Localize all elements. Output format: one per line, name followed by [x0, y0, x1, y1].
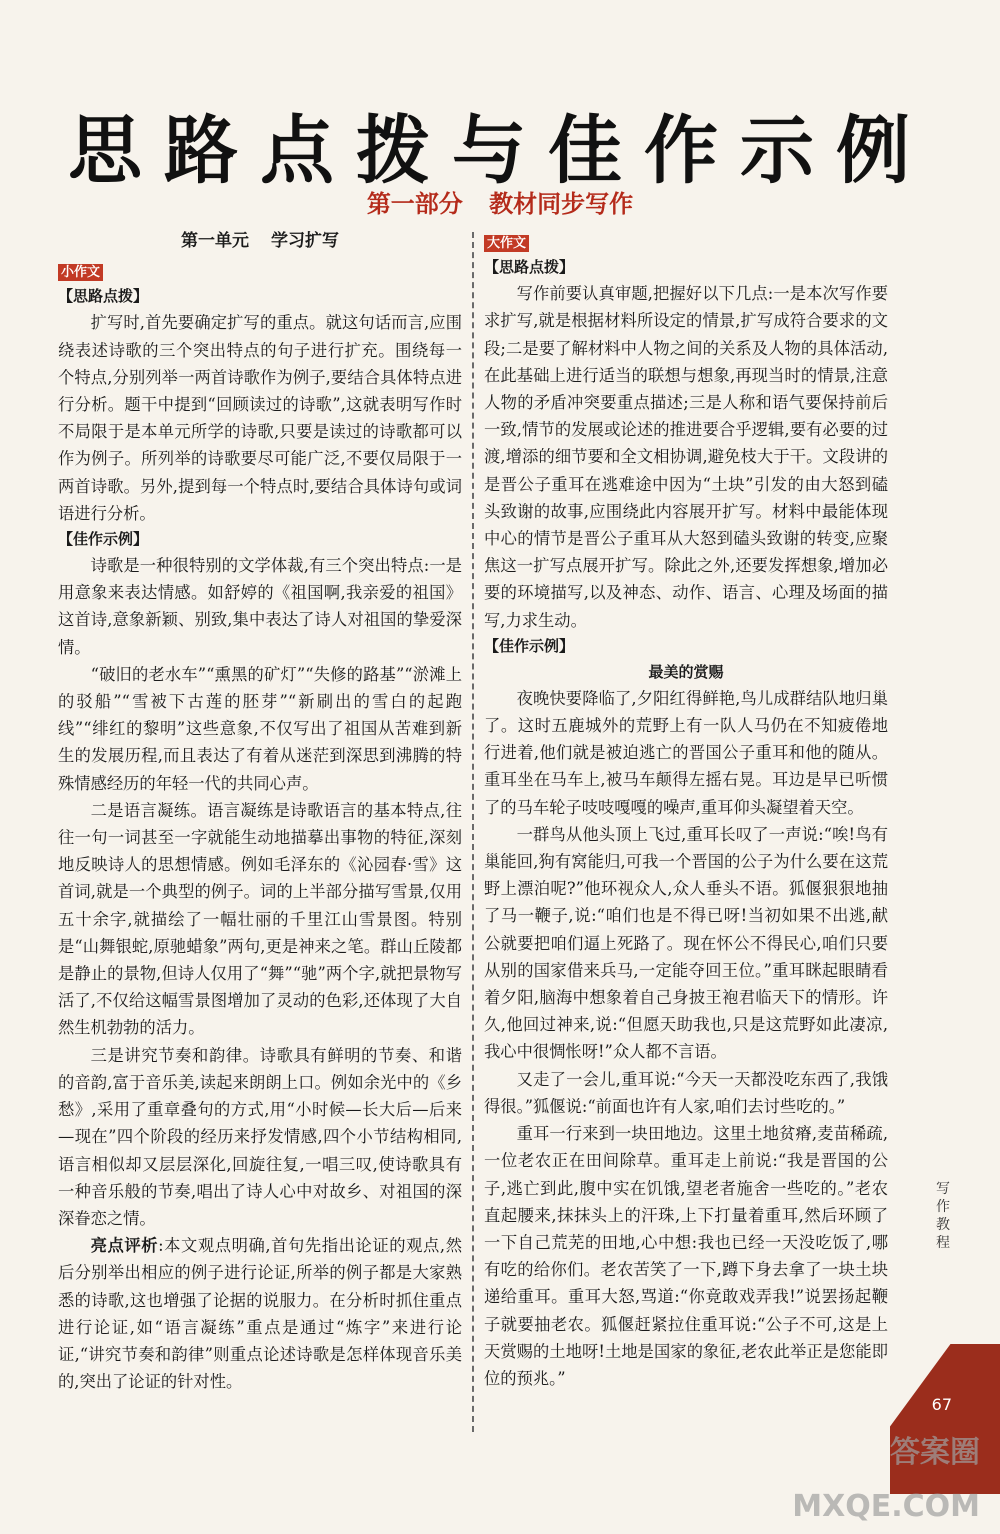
left-paragraph: “破旧的老水车”“熏黑的矿灯”“失修的路基”“淤滩上的驳船”“雪被下古莲的胚芽”“新刷出的雪白的起跑线”“绯红的黎明”这些意象,不仅写出了祖国从苦难到新生的发展历程,而且表达了有着从迷茫到深思到沸腾的特殊情感经历的年轻一代的共同心声。: [58, 664, 462, 793]
page-title: 思路点拨与佳作示例: [68, 108, 932, 194]
right-paragraph: 又走了一会儿,重耳说:“今天一天都没吃东西了,我饿得很。”狐偃说:“前面也许有人家,咱们去讨些吃的。”: [484, 1069, 888, 1116]
unit-heading: 第一单元 学习扩写: [181, 231, 339, 251]
watermark: 答案圈 MXQE.COM: [792, 1435, 980, 1524]
page-number: 67: [931, 1395, 952, 1414]
right-paragraph: 重耳一行来到一块田地边。这里土地贫瘠,麦苗稀疏,一位老农正在田间除草。重耳走上前说:“我是晋国的公子,逃亡到此,腹中实在饥饿,望老者施舍一些吃的。”老农直起腰来,抹抹头上的汗珠,上下打量着重耳,然后环顾了一下自己荒芜的田地,心中想:我也已经一天没吃饭了,哪有吃的给你们。老农苦笑了一下,蹲下身去拿了一块土块递给重耳。重耳大怒,骂道:“你竟敢戏弄我!”说罢扬起鞭子就要抽老农。狐偃赶紧拉住重耳说:“公子不可,这是上天赏赐的土地呀!土地是国家的象征,老农此举正是您能即位的预兆。”: [484, 1124, 888, 1388]
side-label: 写作教程: [936, 1181, 950, 1251]
right-paragraph: 一群鸟从他头顶上飞过,重耳长叹了一声说:“唉!鸟有巢能回,狗有窝能归,可我一个晋国的公子为什么要在这荒野上漂泊呢?”他环视众人,众人垂头不语。狐偃狠狠地抽了马一鞭子,说:“咱们也是不得已呀!当初如果不出逃,献公就要把咱们逼上死路了。现在怀公不得民心,咱们只要从别的国家借来兵马,一定能夺回王位。”重耳眯起眼睛看着夕阳,脑海中想象着自己身披王袍君临天下的情形。许久,他回过神来,说:“但愿天助我也,只是这荒野如此凄凉,我心中很惆怅呀!”众人都不言语。: [484, 824, 888, 1062]
page-subtitle: 第一部分 教材同步写作: [366, 190, 634, 218]
right-example-label: 【佳作示例】: [484, 636, 575, 655]
left-tips-label: 【思路点拨】: [58, 287, 149, 306]
essay-title: 最美的赏赐: [648, 662, 724, 681]
right-paragraph: 夜晚快要降临了,夕阳红得鲜艳,鸟儿成群结队地归巢了。这时五鹿城外的荒野上有一队人马仍在不知疲倦地行进着,他们就是被迫逃亡的晋国公子重耳和他的随从。重耳坐在马车上,被马车颠得左摇右晃。耳边是早已听惯了的马车轮子吱吱嘎嘎的噪声,重耳仰头凝望着天空。: [484, 688, 888, 817]
left-tips-text: 扩写时,首先要确定扩写的重点。就这句话而言,应围绕表述诗歌的三个突出特点的句子进行扩充。围绕每一个特点,分别列举一两首诗歌作为例子,要结合具体特点进行分析。题干中提到“回顾读过的诗歌”,这就表明写作时不局限于是本单元所学的诗歌,只要是读过的诗歌都可以作为例子。所列举的诗歌要尽可能广泛,不要仅局限于一两首诗歌。另外,提到每一个特点时,要结合具体诗句或词语进行分析。: [58, 313, 462, 523]
left-paragraph: 二是语言凝练。语言凝练是诗歌语言的基本特点,往往一句一词甚至一字就能生动地描摹出事物的特征,深刻地反映诗人的思想情感。例如毛泽东的《沁园春·雪》这首词,就是一个典型的例子。词的上半部分描写雪景,仅用五十余字,就描绘了一幅壮丽的千里江山雪景图。特别是“山舞银蛇,原驰蜡象”两句,更是神来之笔。群山丘陵都是静止的景物,但诗人仅用了“舞”“驰”两个字,就把景物写活了,不仅给这幅雪景图增加了灵动的色彩,还体现了大自然生机勃勃的活力。: [58, 800, 462, 1038]
column-divider: [472, 232, 474, 1432]
comment-label: 亮点评析: [90, 1236, 159, 1256]
left-paragraph: 三是讲究节奏和韵律。诗歌具有鲜明的节奏、和谐的音韵,富于音乐美,读起来朗朗上口。例如余光中的《乡愁》,采用了重章叠句的方式,用“小时候—长大后—后来—现在”四个阶段的经历来抒发情感,四个小节结构相同,语言相似却又层层深化,回旋往复,一唱三叹,使诗歌具有一种音乐般的节奏,唱出了诗人心中对故乡、对祖国的深深眷恋之情。: [58, 1045, 462, 1228]
right-tips-label: 【思路点拨】: [484, 258, 575, 277]
left-column: [58, 228, 462, 1395]
left-paragraph: 诗歌是一种很特别的文学体裁,有三个突出特点:一是用意象来表达情感。如舒婷的《祖国啊,我亲爱的祖国》这首诗,意象新颖、别致,集中表达了诗人对祖国的挚爱深情。: [58, 556, 462, 657]
left-example-label: 【佳作示例】: [58, 530, 149, 549]
comment-text: :本文观点明确,首句先指出论证的观点,然后分别举出相应的例子进行论证,所举的例子都是大家熟悉的诗歌,这也增强了论据的说服力。在分析时抓住重点进行论证,如“语言凝练”重点是通过“炼字”来进行论证,“讲究节奏和韵律”则重点论述诗歌是怎样体现音乐美的,突出了论证的针对性。: [58, 1236, 462, 1392]
left-comment: [58, 1232, 462, 1395]
small-essay-tag: 小作文: [58, 264, 103, 281]
right-column: [484, 228, 888, 1392]
right-tips-text: 写作前要认真审题,把握好以下几点:一是本次写作要求扩写,就是根据材料所设定的情景,扩写成符合要求的文段;二是要了解材料中人物之间的关系及人物的具体活动,在此基础上进行适当的联想与想象,再现当时的情景,注意人物的矛盾冲突要重点描述;三是人称和语气要保持前后一致,情节的发展或论述的推进要合乎逻辑,要有必要的过渡,增添的细节要和全文相协调,避免枝大于干。文段讲的是晋公子重耳在逃难途中因为“土块”引发的由大怒到磕头致谢的故事,应围绕此内容展开扩写。材料中最能体现中心的情节是晋公子重耳从大怒到磕头致谢的转变,应聚焦这一扩写点展开扩写。除此之外,还要发挥想象,增加必要的环境描写,以及神态、动作、语言、心理及场面的描写,力求生动。: [484, 284, 888, 630]
big-essay-tag: 大作文: [484, 235, 529, 252]
